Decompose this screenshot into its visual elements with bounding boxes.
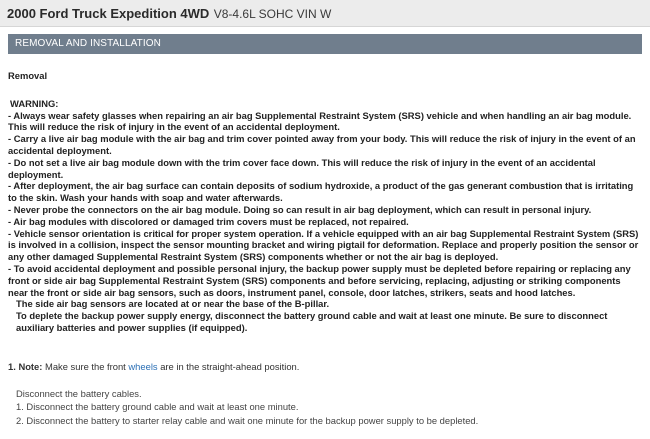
section-title: REMOVAL AND INSTALLATION bbox=[15, 38, 161, 49]
warning-item: - Carry a live air bag module with the air bag and trim cover pointed away from your body. This will reduce the risk of injury in the event of an accidental deployment. bbox=[8, 133, 636, 156]
battery-substeps bbox=[16, 387, 636, 427]
warning-item: The side air bag sensors are located at or near the base of the B-pillar. bbox=[16, 298, 330, 310]
note-label: Note: bbox=[18, 361, 43, 372]
warning-item: - After deployment, the air bag surface can contain deposits of sodium hydroxide, a product of the gas generant combustion that is irritating to the skin. Wash your hands with soap and water afterwards. bbox=[8, 180, 634, 204]
section-title-bar bbox=[8, 34, 642, 54]
step-number: 1. bbox=[8, 361, 16, 372]
warning-heading: WARNING: bbox=[10, 97, 59, 109]
warning-item: To deplete the backup power supply energy, disconnect the battery ground cable and wait at least one minute. Be sure to disconnect auxiliary batteries and power supplies (if equipped). bbox=[16, 310, 608, 333]
warning-item: - Air bag modules with discolored or damaged trim covers must be replaced, not repaired. bbox=[8, 215, 409, 227]
procedure-content bbox=[8, 70, 640, 334]
step-1 bbox=[8, 361, 640, 372]
wheels-link[interactable]: wheels bbox=[128, 361, 158, 372]
warning-item: - Vehicle sensor orientation is critical for proper system operation. If a vehicle equipped with an air bag Supplemental Restraint System (SRS) is involved in a collision, inspect the sensor mounting bracket and wiring pigtail for deformation. Replace and properly position the sensor or any other damaged Supplemental Restraint System (SRS) components whether or not the air bag is deployed. bbox=[8, 227, 639, 263]
engine-spec: V8-4.6L SOHC VIN W bbox=[213, 7, 332, 21]
page-header bbox=[0, 0, 650, 27]
substep-intro: Disconnect the battery cables. bbox=[16, 388, 142, 399]
substep-item: 1. Disconnect the battery ground cable and wait at least one minute. bbox=[16, 401, 299, 413]
warning-item: - Do not set a live air bag module down with the trim cover face down. This will reduce the risk of injury in the event of an accidental deployment. bbox=[8, 156, 596, 180]
warning-item: - Never probe the connectors on the air bag module. Doing so can result in air bag deployment, which can result in personal injury. bbox=[8, 203, 592, 215]
substep-item: 2. Disconnect the battery to starter relay cable and wait one minute for the backup power supply to be depleted. bbox=[16, 414, 479, 426]
removal-heading: Removal bbox=[8, 70, 48, 81]
warning-item: - Always wear safety glasses when repairing an air bag Supplemental Restraint System (SRS) vehicle and when handling an air bag module. This will reduce the risk of injury in the event of an accidental deployment. bbox=[8, 109, 632, 133]
warning-item: - To avoid accidental deployment and possible personal injury, the backup power supply must be depleted before repairing or replacing any front or side air bag Supplemental Restraint System (SRS) components and before servicing, replacing, adjusting or striking components near the front or side air bag sensors, such as doors, instrument panel, console, door latches, strikers, seats and hood latches. bbox=[8, 262, 631, 298]
vehicle-title: 2000 Ford Truck Expedition 4WD bbox=[7, 6, 210, 21]
step-text-after: are in the straight-ahead position. bbox=[160, 361, 300, 372]
step-text-before: Make sure the front bbox=[45, 361, 126, 372]
